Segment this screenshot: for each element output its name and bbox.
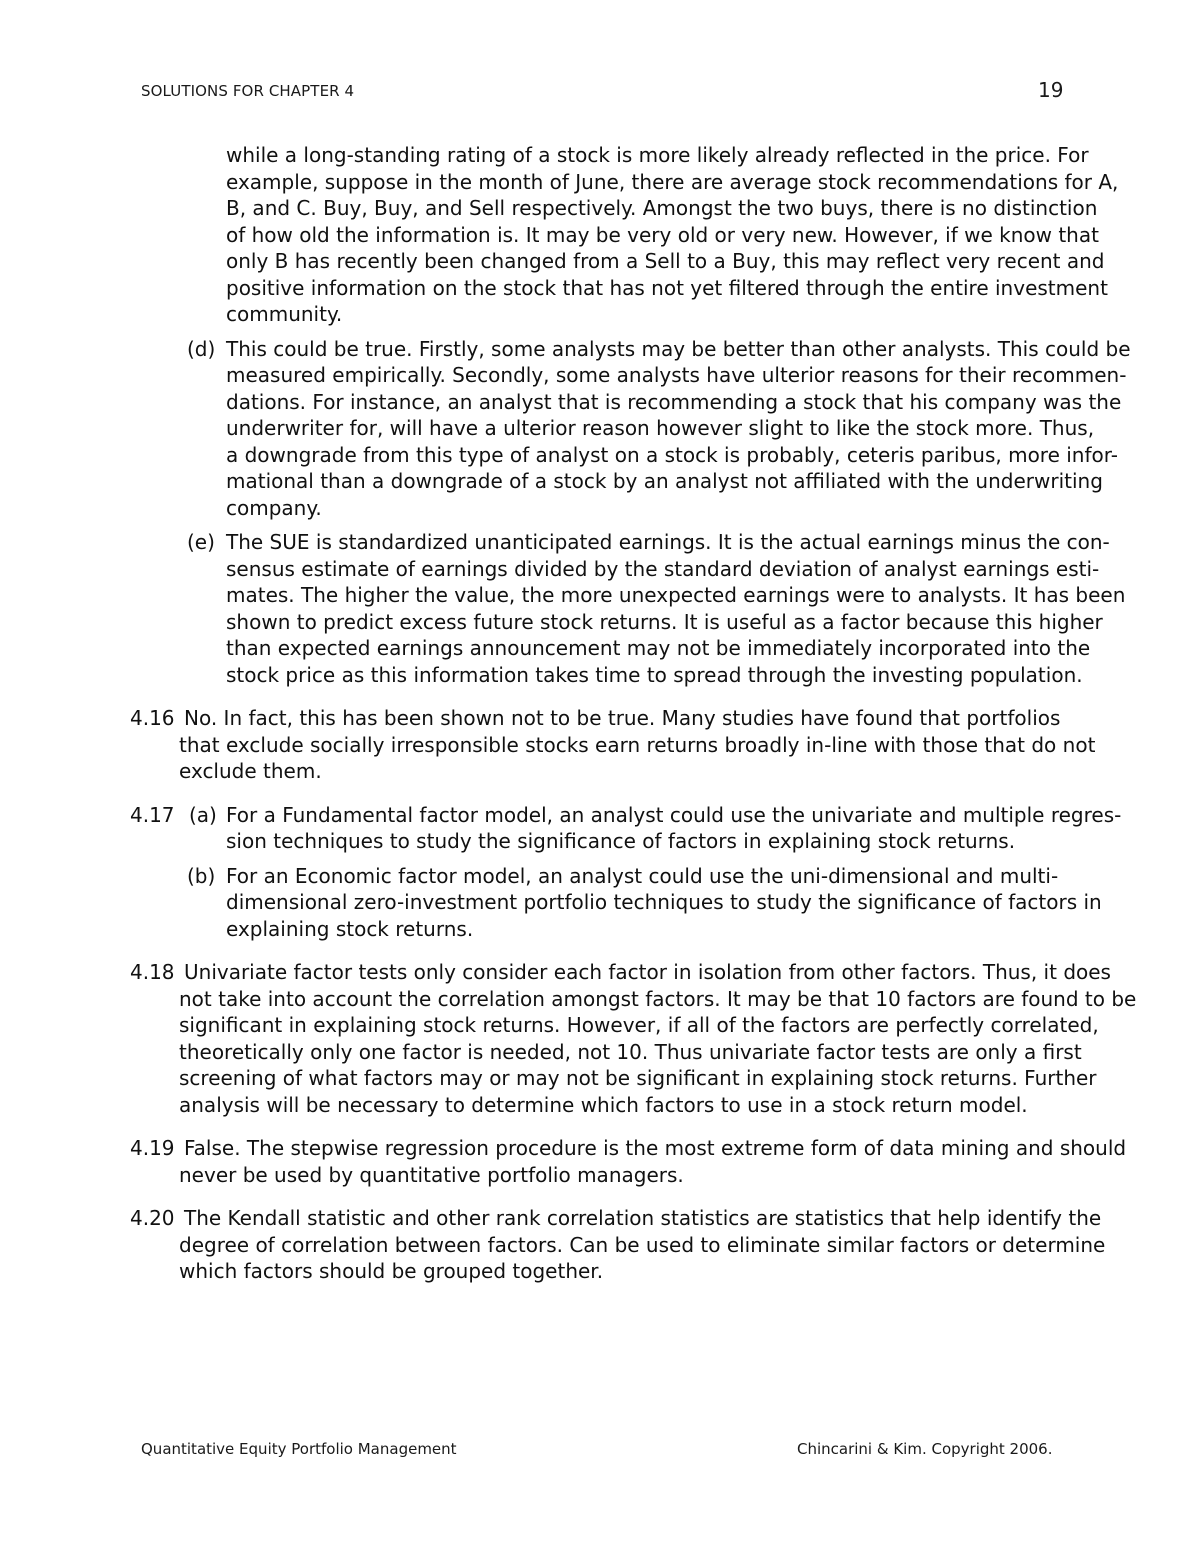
text-line: The Kendall statistic and other rank correlation statistics are statistics that help identify the bbox=[184, 1206, 1102, 1230]
text-line: False. The stepwise regression procedure is the most extreme form of data mining and should bbox=[184, 1136, 1127, 1160]
question-number: 4.16 bbox=[130, 706, 175, 730]
text-line: Univariate factor tests only consider each factor in isolation from other factors. Thus, it does bbox=[184, 960, 1111, 984]
question-number: 4.18 bbox=[130, 960, 175, 984]
text-line: The SUE is standardized unanticipated earnings. It is the actual earnings minus the con- bbox=[226, 530, 1110, 554]
answer-4-19 bbox=[0, 1135, 1200, 1188]
answer-4-17a bbox=[0, 802, 1200, 855]
answer-4-18 bbox=[0, 959, 1200, 1118]
text-line: analysis will be necessary to determine which factors to use in a stock return model. bbox=[179, 1092, 1028, 1117]
text-line: a downgrade from this type of analyst on a stock is probably, ceteris paribus, more infor- bbox=[226, 442, 1118, 467]
text-line: mational than a downgrade of a stock by an analyst not affiliated with the underwriting bbox=[226, 469, 1103, 493]
text-line: underwriter for, will have a ulterior reason however slight to like the stock more. Thus, bbox=[226, 416, 1095, 440]
footer-copyright: Chincarini & Kim. Copyright 2006. bbox=[797, 1440, 1053, 1458]
answer-c-continuation bbox=[0, 142, 1200, 328]
text-line: screening of what factors may or may not be significant in explaining stock returns. Further bbox=[179, 1066, 1097, 1090]
answer-4-20 bbox=[0, 1205, 1200, 1285]
text-line: exclude them. bbox=[179, 759, 322, 783]
text-line: For an Economic factor model, an analyst could use the uni-dimensional and multi- bbox=[226, 863, 1059, 888]
text-line: than expected earnings announcement may not be immediately incorporated into the bbox=[226, 636, 1091, 660]
text-line: sensus estimate of earnings divided by the standard deviation of analyst earnings esti- bbox=[226, 556, 1100, 581]
text-line: while a long-standing rating of a stock is more likely already reflected in the price. For bbox=[226, 143, 1089, 167]
text-line: dations. For instance, an analyst that is recommending a stock that his company was the bbox=[226, 389, 1122, 414]
text-line: This could be true. Firstly, some analysts may be better than other analysts. This could be bbox=[226, 336, 1131, 361]
answer-4-16 bbox=[0, 705, 1200, 785]
text-line: positive information on the stock that has not yet filtered through the entire investment bbox=[226, 275, 1108, 300]
item-label: (d) bbox=[187, 336, 216, 361]
text-line: theoretically only one factor is needed, not 10. Thus univariate factor tests are only a first bbox=[179, 1039, 1082, 1064]
text-line: shown to predict excess future stock returns. It is useful as a factor because this higher bbox=[226, 609, 1103, 634]
text-line: which factors should be grouped together. bbox=[179, 1259, 604, 1283]
body-text bbox=[0, 142, 1200, 1285]
text-line: community. bbox=[226, 302, 343, 326]
text-line: dimensional zero-investment portfolio techniques to study the significance of factors in bbox=[226, 890, 1102, 914]
text-line: mates. The higher the value, the more unexpected earnings were to analysts. It has been bbox=[226, 583, 1126, 607]
answer-d bbox=[0, 336, 1200, 522]
question-number: 4.20 bbox=[130, 1206, 175, 1230]
answer-4-17b bbox=[0, 863, 1200, 943]
answer-e bbox=[0, 529, 1200, 688]
text-line: stock price as this information takes time to spread through the investing population. bbox=[226, 662, 1083, 687]
text-line: For a Fundamental factor model, an analyst could use the univariate and multiple regres- bbox=[226, 802, 1122, 827]
text-line: degree of correlation between factors. Can be used to eliminate similar factors or determine bbox=[179, 1232, 1106, 1257]
text-line: not take into account the correlation amongst factors. It may be that 10 factors are found to be bbox=[179, 986, 1137, 1011]
text-line: of how old the information is. It may be very old or very new. However, if we know that bbox=[226, 222, 1099, 247]
text-line: company. bbox=[226, 495, 322, 520]
item-label: (a) bbox=[189, 802, 217, 827]
text-line: B, and C. Buy, Buy, and Sell respectively. Amongst the two buys, there is no distinction bbox=[226, 196, 1098, 220]
page-number: 19 bbox=[1038, 78, 1064, 102]
text-line: that exclude socially irresponsible stocks earn returns broadly in-line with those that do not bbox=[179, 732, 1096, 757]
text-line: never be used by quantitative portfolio managers. bbox=[179, 1162, 684, 1187]
question-number: 4.19 bbox=[130, 1136, 175, 1160]
text-line: only B has recently been changed from a Sell to a Buy, this may reflect very recent and bbox=[226, 249, 1105, 273]
text-line: No. In fact, this has been shown not to be true. Many studies have found that portfolios bbox=[184, 706, 1061, 730]
text-line: example, suppose in the month of June, there are average stock recommendations for A, bbox=[226, 169, 1119, 194]
item-label: (e) bbox=[187, 530, 215, 554]
item-label: (b) bbox=[187, 863, 216, 888]
text-line: measured empirically. Secondly, some analysts have ulterior reasons for their recommen- bbox=[226, 363, 1127, 387]
question-number: 4.17 bbox=[130, 802, 175, 827]
footer-book-title: Quantitative Equity Portfolio Management bbox=[141, 1440, 457, 1458]
text-line: explaining stock returns. bbox=[226, 916, 474, 941]
text-line: sion techniques to study the significance of factors in explaining stock returns. bbox=[226, 829, 1016, 853]
text-line: significant in explaining stock returns. However, if all of the factors are perfectly correlated, bbox=[179, 1013, 1099, 1037]
running-head: SOLUTIONS FOR CHAPTER 4 bbox=[141, 82, 355, 100]
